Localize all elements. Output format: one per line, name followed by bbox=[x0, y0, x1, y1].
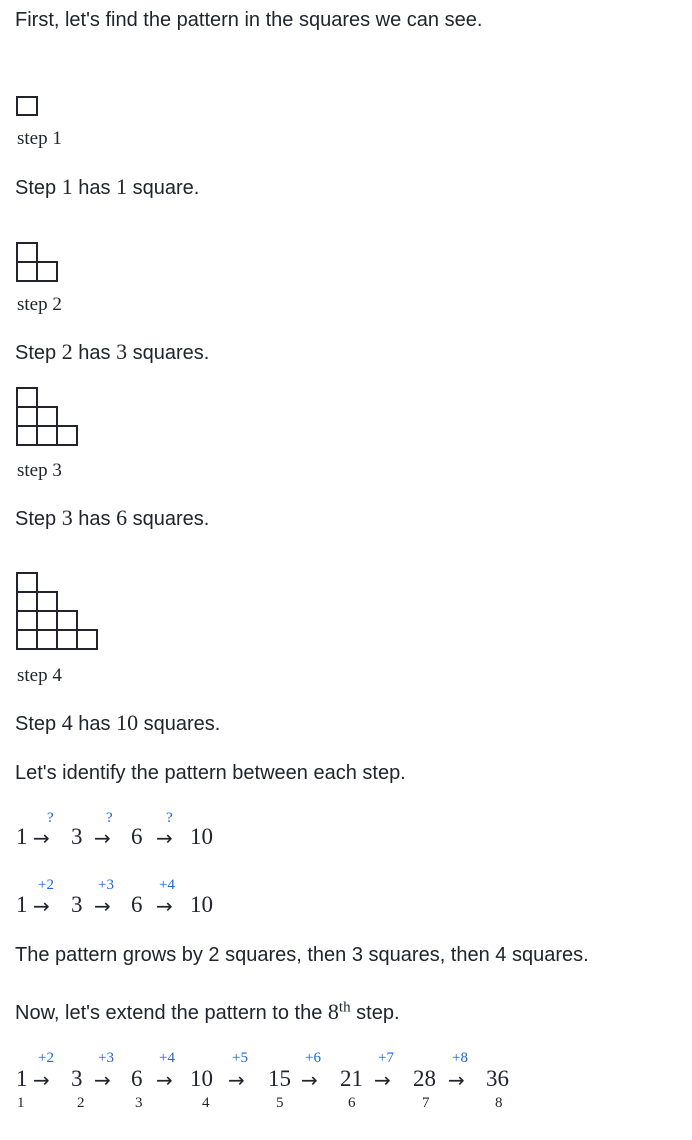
arrow: → bbox=[301, 1068, 318, 1092]
step-number: 6 bbox=[348, 1095, 356, 1111]
square bbox=[57, 426, 77, 445]
square bbox=[37, 630, 57, 649]
step-number: 5 bbox=[276, 1095, 284, 1111]
seq-annotation: +6 bbox=[305, 1050, 321, 1066]
square bbox=[77, 630, 97, 649]
seq-number: 36 bbox=[486, 1066, 509, 1091]
step-1-figure bbox=[16, 96, 40, 118]
step-number: 1 bbox=[17, 1095, 25, 1111]
seq-number: 10 bbox=[190, 824, 213, 849]
square bbox=[37, 407, 57, 426]
square bbox=[37, 262, 57, 281]
seq-number: 15 bbox=[268, 1066, 291, 1091]
square bbox=[37, 611, 57, 630]
step-2-statement: Step 2 has 3 squares. bbox=[15, 339, 210, 364]
arrow: → bbox=[156, 826, 173, 850]
square bbox=[17, 243, 37, 262]
step-number: 7 bbox=[422, 1095, 430, 1111]
seq-annotation: +3 bbox=[98, 877, 114, 893]
step-number: 2 bbox=[77, 1095, 85, 1111]
arrow: → bbox=[448, 1068, 465, 1092]
arrow: → bbox=[156, 1068, 173, 1092]
square bbox=[57, 611, 77, 630]
seq-annotation: +4 bbox=[159, 1050, 175, 1066]
seq-annotation: ? bbox=[47, 810, 54, 826]
arrow: → bbox=[374, 1068, 391, 1092]
square bbox=[17, 426, 37, 445]
square bbox=[17, 630, 37, 649]
step-4-figure bbox=[16, 572, 100, 654]
seq-number: 3 bbox=[71, 892, 83, 917]
square bbox=[17, 97, 37, 115]
square bbox=[17, 407, 37, 426]
intro-text: First, let's find the pattern in the squares we can see. bbox=[15, 9, 483, 31]
step-3-statement: Step 3 has 6 squares. bbox=[15, 505, 210, 530]
seq-number: 1 bbox=[16, 892, 28, 917]
seq-number: 1 bbox=[16, 1066, 28, 1091]
step-1-statement: Step 1 has 1 square. bbox=[15, 174, 200, 199]
square bbox=[37, 592, 57, 611]
arrow: → bbox=[94, 894, 111, 918]
arrow: → bbox=[156, 894, 173, 918]
square bbox=[17, 388, 37, 407]
square bbox=[17, 611, 37, 630]
seq-annotation: +7 bbox=[378, 1050, 394, 1066]
step-4-label: step 4 bbox=[17, 665, 62, 686]
step-2-label: step 2 bbox=[17, 294, 62, 315]
seq-annotation: +8 bbox=[452, 1050, 468, 1066]
arrow: → bbox=[94, 826, 111, 850]
seq-number: 1 bbox=[16, 824, 28, 849]
seq-annotation: +5 bbox=[232, 1050, 248, 1066]
seq-number: 21 bbox=[340, 1066, 363, 1091]
extend-text: Now, let's extend the pattern to the 8th step. bbox=[15, 999, 400, 1024]
seq-number: 6 bbox=[131, 824, 143, 849]
identify-text: Let's identify the pattern between each step. bbox=[15, 762, 406, 784]
seq-number: 6 bbox=[131, 892, 143, 917]
square bbox=[17, 592, 37, 611]
seq-annotation: ? bbox=[166, 810, 173, 826]
seq-number: 6 bbox=[131, 1066, 143, 1091]
step-4-statement: Step 4 has 10 squares. bbox=[15, 710, 221, 735]
seq-number: 10 bbox=[190, 892, 213, 917]
seq-number: 3 bbox=[71, 824, 83, 849]
square bbox=[17, 262, 37, 281]
seq-number: 28 bbox=[413, 1066, 436, 1091]
square bbox=[17, 573, 37, 592]
seq-number: 10 bbox=[190, 1066, 213, 1091]
seq-annotation: +3 bbox=[98, 1050, 114, 1066]
seq-annotation: +2 bbox=[38, 877, 54, 893]
arrow: → bbox=[33, 1068, 50, 1092]
arrow: → bbox=[33, 826, 50, 850]
step-2-figure bbox=[16, 242, 60, 284]
seq-annotation: +4 bbox=[159, 877, 175, 893]
growth-text: The pattern grows by 2 squares, then 3 squares, then 4 squares. bbox=[15, 944, 589, 966]
seq-annotation: ? bbox=[106, 810, 113, 826]
step-number: 3 bbox=[135, 1095, 143, 1111]
seq-number: 3 bbox=[71, 1066, 83, 1091]
arrow: → bbox=[94, 1068, 111, 1092]
arrow: → bbox=[33, 894, 50, 918]
arrow: → bbox=[228, 1068, 245, 1092]
square bbox=[57, 630, 77, 649]
seq-annotation: +2 bbox=[38, 1050, 54, 1066]
step-1-label: step 1 bbox=[17, 128, 62, 149]
step-number: 8 bbox=[495, 1095, 503, 1111]
square bbox=[37, 426, 57, 445]
step-number: 4 bbox=[202, 1095, 210, 1111]
step-3-label: step 3 bbox=[17, 460, 62, 481]
step-3-figure bbox=[16, 387, 80, 449]
